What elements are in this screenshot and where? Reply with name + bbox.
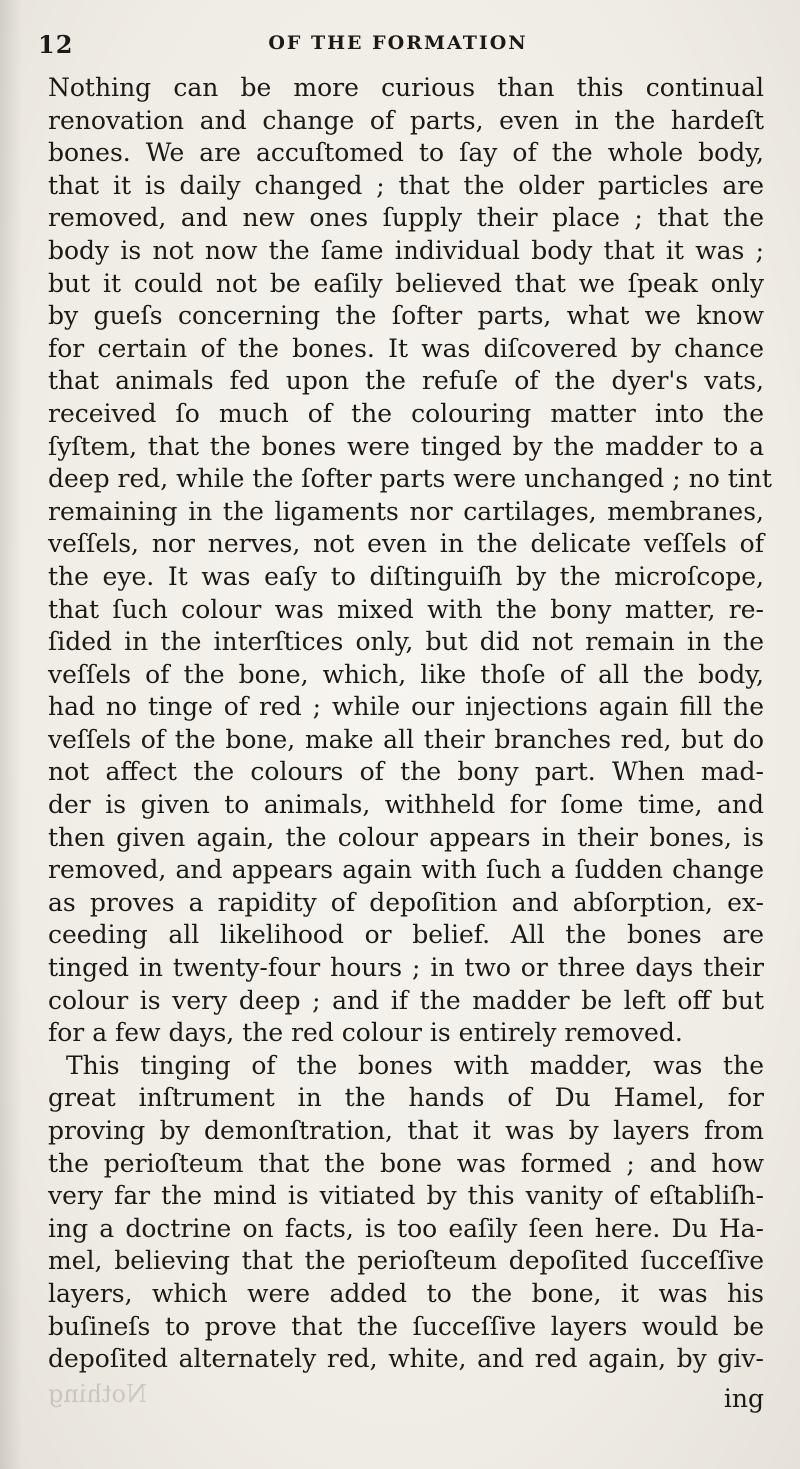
- text-line: but it could not be eaſily believed that we ſpeak only: [48, 268, 764, 298]
- text-line: that it is daily changed ; that the older particles are: [48, 170, 764, 200]
- text-line: removed, and appears again with ſuch a ſudden change: [48, 855, 764, 885]
- text-line: body is not now the ſame individual body that it was ;: [48, 235, 764, 265]
- text-line: that animals fed upon the refuſe of the dyer's vats,: [48, 366, 764, 396]
- running-head: OF THE FORMATION: [268, 32, 528, 54]
- text-line: ſyſtem, that the bones were tinged by the madder to a: [48, 431, 764, 461]
- text-line: for a few days, the red colour is entirely removed.: [48, 1018, 683, 1048]
- catchword: ing: [723, 1384, 764, 1413]
- text-line: then given again, the colour appears in their bones, is: [48, 822, 764, 852]
- text-line: not affect the colours of the bony part. When mad-: [48, 757, 764, 787]
- text-line: der is given to animals, withheld for ſome time, and: [48, 790, 764, 820]
- page-number: 12: [38, 30, 74, 59]
- text-line: received ſo much of the colouring matter into the: [48, 398, 764, 428]
- text-line: veſſels of the bone, which, like thoſe of all the body,: [48, 659, 764, 689]
- text-line: ſided in the interſtices only, but did not remain in the: [48, 627, 764, 657]
- text-line: This tinging of the bones with madder, was the: [66, 1050, 764, 1080]
- text-line: buſineſs to prove that the ſucceſſive layers would be: [48, 1311, 764, 1341]
- text-line: Nothing can be more curious than this continual: [48, 73, 764, 102]
- text-line: that ſuch colour was mixed with the bony matter, re-: [48, 594, 764, 624]
- text-line: ing a doctrine on facts, is too eaſily ſeen here. Du Ha-: [48, 1213, 764, 1243]
- text-line: tinged in twenty-four hours ; in two or three days their: [48, 953, 764, 983]
- text-line: by gueſs concerning the ſofter parts, what we know: [48, 301, 764, 331]
- text-line: veſſels, nor nerves, not even in the delicate veſſels of: [48, 529, 764, 559]
- paragraph: [48, 1050, 764, 1376]
- text-line: had no tinge of red ; while our injections again fill the: [48, 692, 764, 722]
- text-line: deep red, while the ſofter parts were unchanged ; no tint: [48, 464, 772, 494]
- text-line: very far the mind is vitiated by this vanity of eſtabliſh-: [48, 1181, 764, 1211]
- text-line: layers, which were added to the bone, it was his: [48, 1278, 764, 1308]
- text-line: the perioſteum that the bone was formed ; and how: [48, 1148, 764, 1178]
- text-line: remaining in the ligaments nor cartilages, membranes,: [48, 496, 764, 526]
- text-line: the eye. It was eaſy to diſtinguiſh by the microſcope,: [48, 561, 764, 591]
- text-line: mel, believing that the perioſteum depoſited ſucceſſive: [48, 1246, 764, 1276]
- text-line: veſſels of the bone, make all their branches red, but do: [48, 724, 764, 754]
- text-line: proving by demonſtration, that it was by layers from: [48, 1116, 764, 1145]
- paragraph: [48, 72, 772, 1050]
- body-text: [48, 72, 772, 1376]
- page-header: [38, 30, 758, 62]
- text-line: as proves a rapidity of depoſition and abſorption, ex-: [48, 887, 764, 917]
- text-line: bones. We are accuſtomed to ſay of the whole body,: [48, 138, 764, 168]
- text-line: renovation and change of parts, even in the hardeſt: [48, 105, 764, 135]
- bleed-through-text: Nothing: [48, 1380, 148, 1408]
- text-line: depoſited alternately red, white, and red again, by giv-: [48, 1344, 764, 1374]
- text-line: ceeding all likelihood or belief. All the bones are: [48, 920, 764, 950]
- text-line: great inſtrument in the hands of Du Hamel, for: [48, 1083, 764, 1113]
- text-line: for certain of the bones. It was diſcovered by chance: [48, 333, 764, 363]
- spine-shadow: [0, 0, 22, 1469]
- text-line: colour is very deep ; and if the madder be left off but: [48, 985, 764, 1015]
- text-line: removed, and new ones ſupply their place ; that the: [48, 203, 764, 233]
